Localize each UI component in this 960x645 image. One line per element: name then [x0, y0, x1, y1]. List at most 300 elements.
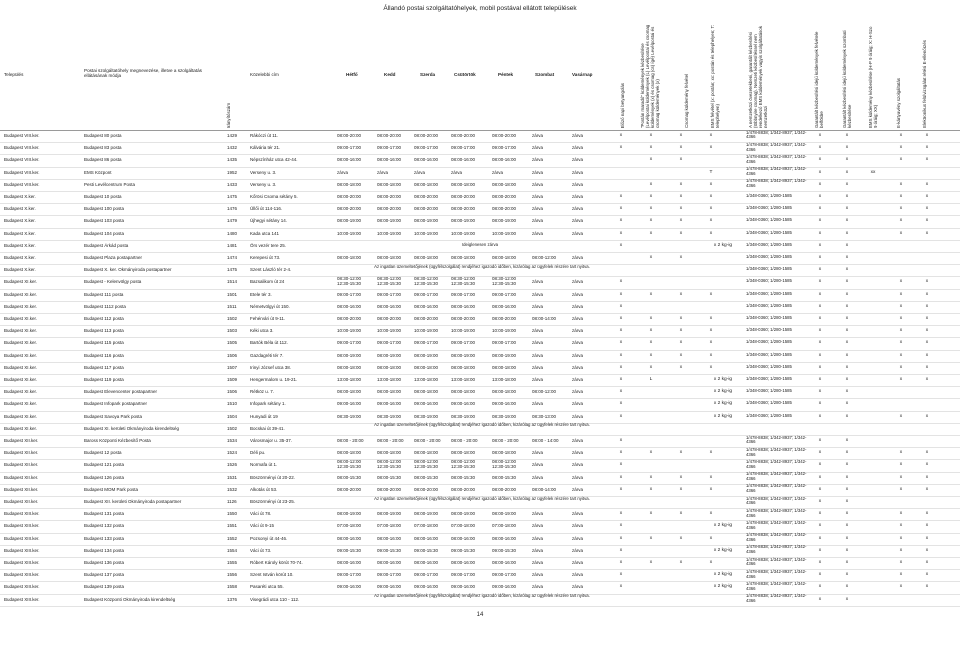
- cell-service-mark: x: [818, 560, 822, 565]
- cell-service-mark: x: [899, 560, 903, 565]
- cell-opening-hours: zárva: [532, 145, 544, 151]
- cell-opening-hours: 08:00-18:00: [377, 389, 402, 395]
- cell-opening-hours: zárva: [572, 511, 584, 517]
- cell-service-mark: x: [899, 157, 903, 163]
- cell-opening-hours: 08:00-19:00: [337, 352, 362, 358]
- cell-office-name: Budapest 12 posta: [84, 450, 122, 456]
- cell-service-mark: x: [845, 438, 849, 443]
- cell-opening-hours: zárva: [572, 218, 584, 224]
- cell-opening-hours: 08:00-18:00: [492, 389, 517, 395]
- cell-city: Budapest X.ker.: [4, 194, 36, 199]
- cell-service-mark: x: [649, 352, 653, 358]
- table-row: [0, 398, 960, 411]
- cell-opening-hours: 08:00-18:00: [451, 364, 476, 370]
- cell-service-mark: x: [709, 328, 713, 334]
- cell-opening-hours: 09:00-17:00: [451, 145, 476, 151]
- cell-city: Budapest XIII.ker.: [4, 560, 40, 565]
- cell-opening-hours: zárva: [572, 462, 584, 468]
- cell-city: Budapest XI.ker.: [4, 352, 38, 358]
- cell-service-mark: x: [818, 218, 822, 224]
- cell-service-mark: x: [709, 145, 713, 151]
- cell-office-name: Budapest 131 posta: [84, 511, 125, 517]
- table-row: [0, 569, 960, 582]
- cell-service-mark: x: [925, 474, 929, 480]
- cell-service-mark: x: [845, 499, 849, 504]
- cell-service-mark: x: [925, 291, 929, 297]
- cell-opening-hours: zárva: [532, 157, 544, 163]
- cell-opening-hours: 07:00-18:00: [492, 523, 517, 529]
- cell-opening-hours: 09:00-17:00: [337, 291, 362, 297]
- cell-phone: 1/478-8838; 1/342-8937; 1/342-4366: [746, 593, 807, 603]
- table-row: [0, 386, 960, 399]
- cell-opening-hours: zárva: [572, 133, 584, 138]
- cell-opening-hours: 08:00-19:00: [492, 218, 517, 224]
- cell-opening-hours: 08:00-20:00: [337, 316, 362, 321]
- cell-zip: 1433: [227, 181, 238, 187]
- cell-zip: 1502: [227, 316, 238, 321]
- cell-opening-hours: 08:00 - 20:00: [451, 438, 478, 443]
- cell-service-mark: x: [649, 474, 653, 480]
- cell-opening-hours: 09:00-15:30: [492, 547, 517, 553]
- cell-service-mark: x: [818, 340, 822, 346]
- cell-office-name: Budapest 80 posta: [84, 133, 122, 138]
- cell-opening-hours: 08:00-19:00: [337, 511, 362, 517]
- cell-city: Budapest X.ker.: [4, 255, 36, 260]
- cell-city: Budapest XII.ker.: [4, 438, 39, 443]
- cell-city: Budapest XI.ker.: [4, 279, 38, 285]
- cell-opening-hours: 08:00-12:00 12:30-15:30: [492, 459, 517, 469]
- cell-opening-hours: 08:00-18:00: [492, 255, 517, 260]
- cell-opening-hours: 08:00-18:00: [414, 364, 439, 370]
- cell-service-mark: x: [899, 218, 903, 224]
- cell-office-name: Budapest 115 posta: [84, 340, 124, 346]
- cell-zip: 1504: [227, 413, 238, 419]
- cell-opening-hours: 08:00-15:30: [451, 474, 476, 480]
- cell-opening-hours: 08:00-20:00: [377, 194, 402, 199]
- cell-opening-hours: 09:00-16:00: [377, 584, 402, 590]
- cell-opening-hours: zárva: [572, 474, 584, 480]
- cell-phone: 1/478-8838; 1/342-8937; 1/342-4366: [746, 141, 807, 152]
- cell-address: Normafa út 1.: [250, 462, 278, 468]
- cell-service-mark: x: [709, 486, 713, 492]
- header-csomag-felvetel: Csomag küldemény felvétel: [684, 74, 689, 128]
- cell-service-mark: x: [925, 194, 929, 199]
- cell-office-name: Baross Központi Kézbesítő Posta: [84, 438, 151, 443]
- cell-service-mark: x: [619, 218, 623, 224]
- cell-service-mark: x: [709, 340, 713, 346]
- cell-office-name: Budapest 136 posta: [84, 560, 125, 565]
- cell-address: Kálvária tér 21.: [250, 145, 281, 151]
- cell-service-mark: x: [818, 181, 822, 187]
- cell-opening-hours: 08:00-16:00: [414, 535, 439, 541]
- cell-opening-hours: 08:00-15:30: [337, 474, 362, 480]
- cell-zip: 1481: [227, 242, 238, 248]
- cell-service-mark: x: [649, 206, 653, 212]
- cell-service-mark: x: [649, 340, 653, 346]
- cell-opening-hours: zárva: [532, 401, 544, 407]
- header-elektronikus-felulvizsgalat: Elektronikus felülvizsgálat rétési E-ellenőrzés: [922, 40, 927, 128]
- cell-city: Budapest XIII.ker.: [4, 511, 40, 517]
- cell-address: Bocskai út 39-41.: [250, 425, 285, 431]
- cell-service-mark: x: [709, 291, 713, 297]
- cell-zip: 1552: [227, 535, 238, 541]
- cell-office-name: Budapest 121 posta: [84, 462, 125, 468]
- cell-opening-hours: 08:00 - 20:00: [377, 438, 404, 443]
- cell-address: Irinyi József utca 38.: [250, 364, 292, 370]
- cell-service-mark: x: [649, 133, 653, 138]
- cell-opening-hours: 09:00-16:00: [337, 401, 362, 407]
- cell-address: Róbert Károly körút 70-74.: [250, 560, 303, 565]
- cell-opening-hours: 10:00-19:00: [377, 328, 402, 334]
- cell-address: Váci út 78.: [250, 511, 272, 517]
- cell-phone: 1/348-0360; 1/280-1585: [746, 388, 792, 394]
- cell-service-mark: x: [899, 584, 903, 590]
- cell-office-name: Budapest 111 posta: [84, 291, 124, 297]
- cell-service-mark: x: [709, 316, 713, 321]
- cell-service-mark: x: [619, 584, 623, 590]
- cell-opening-hours: 08:00-19:00: [337, 218, 362, 224]
- cell-phone: 1/348-0360; 1/280-1585: [746, 217, 792, 223]
- cell-city: Budapest XIII.ker.: [4, 547, 40, 553]
- cell-opening-hours: 09:00-16:00: [492, 584, 517, 590]
- cell-service-mark: x: [818, 572, 822, 578]
- cell-opening-hours: 09:00-17:00: [337, 340, 362, 346]
- cell-phone: 1/348-0360; 1/280-1585: [746, 290, 792, 296]
- cell-opening-note: Az ingatlan üzemeltetőjének (ügyfélszolgálat) rendjéhez igazodó időben, kizárólag az ügyfelek részére tart nyitva.: [374, 593, 590, 599]
- table-row: [0, 228, 960, 241]
- cell-opening-hours: 08:00-18:00: [337, 389, 362, 395]
- cell-phone: 1/348-0360; 1/280-1585: [746, 339, 792, 345]
- cell-opening-hours: 09:00-17:00: [414, 340, 439, 346]
- cell-service-mark: x: [899, 462, 903, 468]
- cell-opening-hours: 08:00 - 20:00: [414, 438, 441, 443]
- cell-city: Budapest X.ker.: [4, 206, 36, 212]
- cell-service-mark: x: [925, 133, 929, 138]
- cell-service-mark: x: [818, 230, 822, 236]
- cell-service-mark: x 2 kg-ig: [713, 584, 733, 590]
- cell-opening-hours: 08:00-20:00: [451, 133, 476, 138]
- cell-city: Budapest XIII.ker.: [4, 596, 40, 602]
- cell-office-name: Budapest Infopark postapartner: [84, 401, 148, 407]
- cell-service-mark: x: [899, 450, 903, 456]
- cell-service-mark: x: [818, 596, 822, 602]
- cell-zip: 1532: [227, 486, 238, 492]
- cell-opening-hours: 09:00-16:00: [451, 584, 476, 590]
- cell-address: Kéki utca 3.: [250, 328, 274, 334]
- cell-city: Budapest XI.ker.: [4, 413, 38, 419]
- cell-city: Budapest XIII.ker.: [4, 584, 40, 590]
- cell-address: Hunyadi út 19: [250, 413, 278, 419]
- cell-opening-hours: 08:00-19:00: [377, 352, 402, 358]
- cell-opening-hours: zárva: [532, 328, 544, 334]
- cell-zip: 1509: [227, 377, 238, 382]
- cell-address: Verseny u. 3.: [250, 181, 277, 187]
- cell-phone: 1/348-0360; 1/280-1585: [746, 351, 792, 357]
- cell-phone: 1/348-0360; 1/280-1585: [746, 266, 792, 272]
- cell-zip: 1511: [227, 303, 237, 309]
- cell-phone: 1/348-0360; 1/280-1585: [746, 412, 792, 418]
- cell-city: Budapest XI.ker.: [4, 425, 38, 431]
- cell-opening-hours: zárva: [572, 145, 584, 151]
- cell-service-mark: x: [845, 169, 849, 175]
- cell-opening-hours: 13:00-18:00: [414, 377, 439, 382]
- cell-opening-hours: zárva: [572, 572, 584, 578]
- cell-service-mark: x: [925, 535, 929, 541]
- cell-service-mark: x: [649, 145, 653, 151]
- table-row: [0, 337, 960, 350]
- cell-opening-hours: 07:00-18:00: [337, 523, 362, 529]
- header-e-kartyaveny: E-kártyavény szolgáltatás: [896, 77, 901, 128]
- cell-office-name: Budapest 119 posta: [84, 377, 124, 382]
- cell-opening-hours: 10:00-19:00: [414, 328, 439, 334]
- cell-opening-hours: 09:00-16:00: [451, 401, 476, 407]
- cell-zip: 1376: [227, 596, 238, 602]
- cell-service-mark: x: [679, 181, 683, 187]
- cell-opening-hours: 10:00-19:00: [377, 230, 402, 236]
- cell-opening-hours: zárva: [572, 523, 584, 529]
- table-row: [0, 325, 960, 338]
- table-row: [0, 167, 960, 180]
- header-postai-szolgaltatohely: Postai szolgáltatóhely megnevezése, illetve a szolgáltatás ellátásának módja: [84, 68, 202, 79]
- cell-service-mark: x: [709, 206, 713, 212]
- cell-opening-hours: 08:00-18:00: [377, 364, 402, 370]
- cell-opening-hours: zárva: [572, 279, 584, 285]
- cell-opening-hours: 09:00-17:00: [492, 572, 517, 578]
- cell-opening-hours: zárva: [532, 303, 544, 309]
- cell-zip: 1506: [227, 352, 238, 358]
- cell-phone: 1/478-8838; 1/342-8937; 1/342-4366: [746, 532, 807, 542]
- cell-service-mark: x: [845, 523, 849, 529]
- cell-city: Budapest X.ker.: [4, 242, 36, 248]
- cell-service-mark: x: [818, 438, 822, 443]
- cell-phone: 1/478-8838; 1/342-8937; 1/342-4366: [746, 129, 807, 140]
- cell-zip: 1476: [227, 206, 238, 212]
- cell-opening-hours: 08:00-16:00: [377, 535, 402, 541]
- cell-office-name: Budapest 104 posta: [84, 230, 125, 236]
- cell-service-mark: x: [619, 145, 623, 151]
- cell-opening-hours: 09:00-17:00: [414, 291, 439, 297]
- cell-service-mark: x: [845, 157, 849, 163]
- cell-opening-hours: 08:00-18:00: [414, 181, 439, 187]
- cell-opening-hours: zárva: [532, 181, 544, 187]
- cell-office-name: Budapest 134 posta: [84, 547, 125, 553]
- cell-opening-hours: 08:00-18:00: [337, 450, 362, 456]
- cell-service-mark: x: [679, 194, 683, 199]
- cell-service-mark: x: [818, 462, 822, 468]
- cell-zip: 1474: [227, 255, 238, 260]
- cell-opening-hours: 08:30-12:00 12:30-15:30: [492, 276, 517, 286]
- cell-service-mark: x: [925, 364, 929, 370]
- cell-address: Böszörményi út 20-22.: [250, 474, 296, 480]
- cell-opening-hours: zárva: [572, 560, 584, 565]
- cell-address: Újhegyi sétány 14.: [250, 218, 288, 224]
- cell-zip: 1556: [227, 572, 238, 578]
- cell-opening-hours: 08:00-20:00: [492, 194, 517, 199]
- cell-opening-hours: zárva: [572, 194, 584, 199]
- cell-opening-hours: zárva: [532, 169, 544, 175]
- cell-service-mark: x: [845, 194, 849, 199]
- cell-zip: 1480: [227, 230, 238, 236]
- cell-service-mark: x: [899, 316, 903, 321]
- cell-office-name: Budapest Savoya Park posta: [84, 413, 143, 419]
- cell-office-name: Pesti Levélcentrum Posta: [84, 181, 136, 187]
- cell-address: Németvölgyi út 150.: [250, 303, 290, 309]
- cell-opening-hours: 08:00-20:00: [377, 316, 402, 321]
- cell-service-mark: x: [845, 206, 849, 212]
- cell-phone: 1/348-0360; 1/280-1585: [746, 327, 792, 333]
- cell-service-mark: x: [619, 377, 623, 382]
- cell-opening-hours: 08:00-20:00: [492, 206, 517, 212]
- cell-service-mark: x: [925, 206, 929, 212]
- cell-opening-hours: 09:00-17:00: [451, 340, 476, 346]
- cell-service-mark: x: [818, 267, 822, 273]
- cell-opening-hours: 08:00-19:00: [414, 218, 439, 224]
- cell-opening-hours: 07:00-18:00: [377, 523, 402, 529]
- cell-opening-hours: zárva: [532, 511, 544, 517]
- cell-opening-hours: 09:00-16:00: [492, 401, 517, 407]
- cell-address: Városmajor u. 35-37.: [250, 438, 293, 443]
- header-szerda: Szerda: [420, 72, 436, 77]
- cell-phone: 1/348-0360; 1/280-1585: [746, 241, 792, 247]
- cell-service-mark: x: [899, 291, 903, 297]
- cell-service-mark: x: [845, 145, 849, 151]
- cell-service-mark: T: [709, 169, 713, 175]
- cell-zip: 1531: [227, 474, 238, 480]
- cell-opening-hours: 08:30-13:00: [532, 413, 557, 419]
- cell-city: Budapest XII.ker.: [4, 474, 39, 480]
- cell-opening-hours: 08:00-19:00: [451, 352, 476, 358]
- cell-service-mark: x: [679, 206, 683, 212]
- cell-opening-hours: 10:00-19:00: [337, 328, 362, 334]
- cell-service-mark: x: [899, 206, 903, 212]
- cell-service-mark: x: [899, 303, 903, 309]
- cell-opening-hours: zárva: [532, 560, 544, 565]
- table-header: [0, 20, 960, 131]
- cell-opening-hours: zárva: [572, 364, 584, 370]
- table-row: [0, 472, 960, 485]
- cell-service-mark: x: [619, 316, 623, 321]
- cell-opening-hours: zárva: [532, 535, 544, 541]
- cell-office-name: Budapest 1112 posta: [84, 303, 126, 309]
- cell-opening-hours: 08:00-12:00 12:30-15:30: [337, 459, 362, 469]
- cell-office-name: Budapest Árkád posta: [84, 242, 129, 248]
- cell-opening-hours: 08:00-18:00: [337, 181, 362, 187]
- cell-opening-hours: 08:00-16:00: [451, 560, 476, 565]
- cell-opening-hours: 08:00-18:00: [377, 181, 402, 187]
- table-row: [0, 203, 960, 216]
- cell-service-mark: x: [649, 328, 653, 334]
- cell-opening-hours: 08:00-19:00: [377, 511, 402, 517]
- cell-opening-hours: zárva: [572, 535, 584, 541]
- cell-address: Pasaréti utca 55.: [250, 584, 284, 590]
- cell-opening-hours: 09:00-17:00: [451, 291, 476, 297]
- cell-opening-hours: 08:00-16:00: [377, 157, 402, 163]
- cell-opening-hours: zárva: [532, 523, 544, 529]
- cell-opening-hours: zárva: [492, 169, 504, 175]
- cell-service-mark: x: [818, 194, 822, 199]
- cell-zip: 1505: [227, 340, 238, 346]
- cell-service-mark: x: [845, 535, 849, 541]
- cell-service-mark: x: [845, 364, 849, 370]
- cell-opening-hours: 10:00-19:00: [492, 230, 517, 236]
- cell-opening-hours: zárva: [572, 389, 584, 395]
- cell-opening-hours: 08:00-20:00: [492, 133, 517, 138]
- cell-city: Budapest XI.ker.: [4, 364, 38, 370]
- cell-service-mark: x: [845, 242, 849, 248]
- cell-service-mark: x: [845, 389, 849, 395]
- cell-city: Budapest VIII.ker.: [4, 181, 40, 187]
- cell-city: Budapest XIII.ker.: [4, 535, 40, 541]
- cell-city: Budapest XI.ker.: [4, 389, 38, 395]
- cell-service-mark: x: [818, 364, 822, 370]
- cell-service-mark: x: [845, 267, 849, 273]
- header-kedd: Kedd: [384, 72, 396, 77]
- cell-service-mark: x: [899, 547, 903, 553]
- cell-opening-hours: 08:00-15:30: [377, 474, 402, 480]
- header-elozo-napi: Előző napi betyangolás: [620, 82, 625, 128]
- cell-service-mark: x: [845, 450, 849, 456]
- cell-service-mark: x: [925, 486, 929, 492]
- table-row: [0, 484, 960, 497]
- cell-address: Váci út 9-15: [250, 523, 275, 529]
- cell-service-mark: x: [649, 157, 653, 163]
- cell-zip: 1952: [227, 169, 238, 175]
- cell-opening-hours: 08:30-19:00: [337, 413, 362, 419]
- cell-opening-hours: 13:00-18:00: [377, 377, 402, 382]
- cell-service-mark: x: [818, 279, 822, 285]
- cell-zip: 1126: [227, 499, 237, 504]
- cell-service-mark: x: [899, 352, 903, 358]
- cell-city: Budapest XII.ker.: [4, 486, 39, 492]
- cell-service-mark: x: [619, 242, 623, 248]
- cell-service-mark: x: [679, 450, 683, 456]
- cell-office-name: Budapest 103 posta: [84, 218, 125, 224]
- table-row: [0, 215, 960, 228]
- cell-address: Üllői út 114-116.: [250, 206, 283, 212]
- cell-phone: 1/478-8838; 1/342-8937; 1/342-4366: [746, 153, 807, 164]
- cell-opening-hours: 08:00-14:00: [532, 486, 557, 492]
- cell-office-name: Budapest Elevencenter postapartner: [84, 389, 158, 395]
- cell-service-mark: L: [649, 377, 653, 382]
- cell-service-mark: x: [899, 511, 903, 517]
- cell-service-mark: x: [679, 511, 683, 517]
- cell-opening-hours: 08:00-16:00: [337, 560, 362, 565]
- cell-opening-hours: 10:00-19:00: [414, 230, 439, 236]
- cell-service-mark: x: [619, 364, 623, 370]
- cell-opening-hours: 09:00-16:00: [337, 584, 362, 590]
- cell-office-name: Budapest 137 posta: [84, 572, 125, 578]
- cell-opening-hours: 09:00-17:00: [377, 572, 402, 578]
- cell-zip: 1558: [227, 584, 238, 590]
- cell-service-mark: x: [899, 340, 903, 346]
- cell-opening-hours: 08:00-20:00: [337, 194, 362, 199]
- cell-service-mark: x: [818, 352, 822, 358]
- cell-service-mark: x: [925, 352, 929, 358]
- cell-opening-hours: zárva: [572, 255, 584, 260]
- cell-opening-hours: zárva: [532, 291, 544, 297]
- header-nemzetkozi: A nemzetközi övezetekbeni, garantált kézbesítési (többnyire csomag). Nemzeti kézbesítéssel nem rendelkező EMS küldemények vagyis szolgáltatások nemzetközi: [748, 25, 768, 128]
- cell-office-name: Budapest 117 posta: [84, 364, 124, 370]
- cell-zip: 1429: [227, 133, 238, 138]
- cell-opening-hours: zárva: [532, 352, 544, 358]
- cell-opening-hours: 09:00-17:00: [492, 291, 517, 297]
- cell-phone: 1/478-8838; 1/342-8937; 1/342-4366: [746, 166, 807, 176]
- cell-phone: 1/348-0360; 1/280-1585: [746, 400, 792, 406]
- cell-opening-note: Az ingatlan üzemeltetőjének (ügyfélszolgálat) rendjéhez igazodó időben, kizárólag az ügyfelek részére tart nyitva.: [374, 263, 590, 269]
- table-row: [0, 423, 960, 436]
- cell-service-mark: x: [619, 291, 623, 297]
- cell-service-mark: x: [925, 413, 929, 419]
